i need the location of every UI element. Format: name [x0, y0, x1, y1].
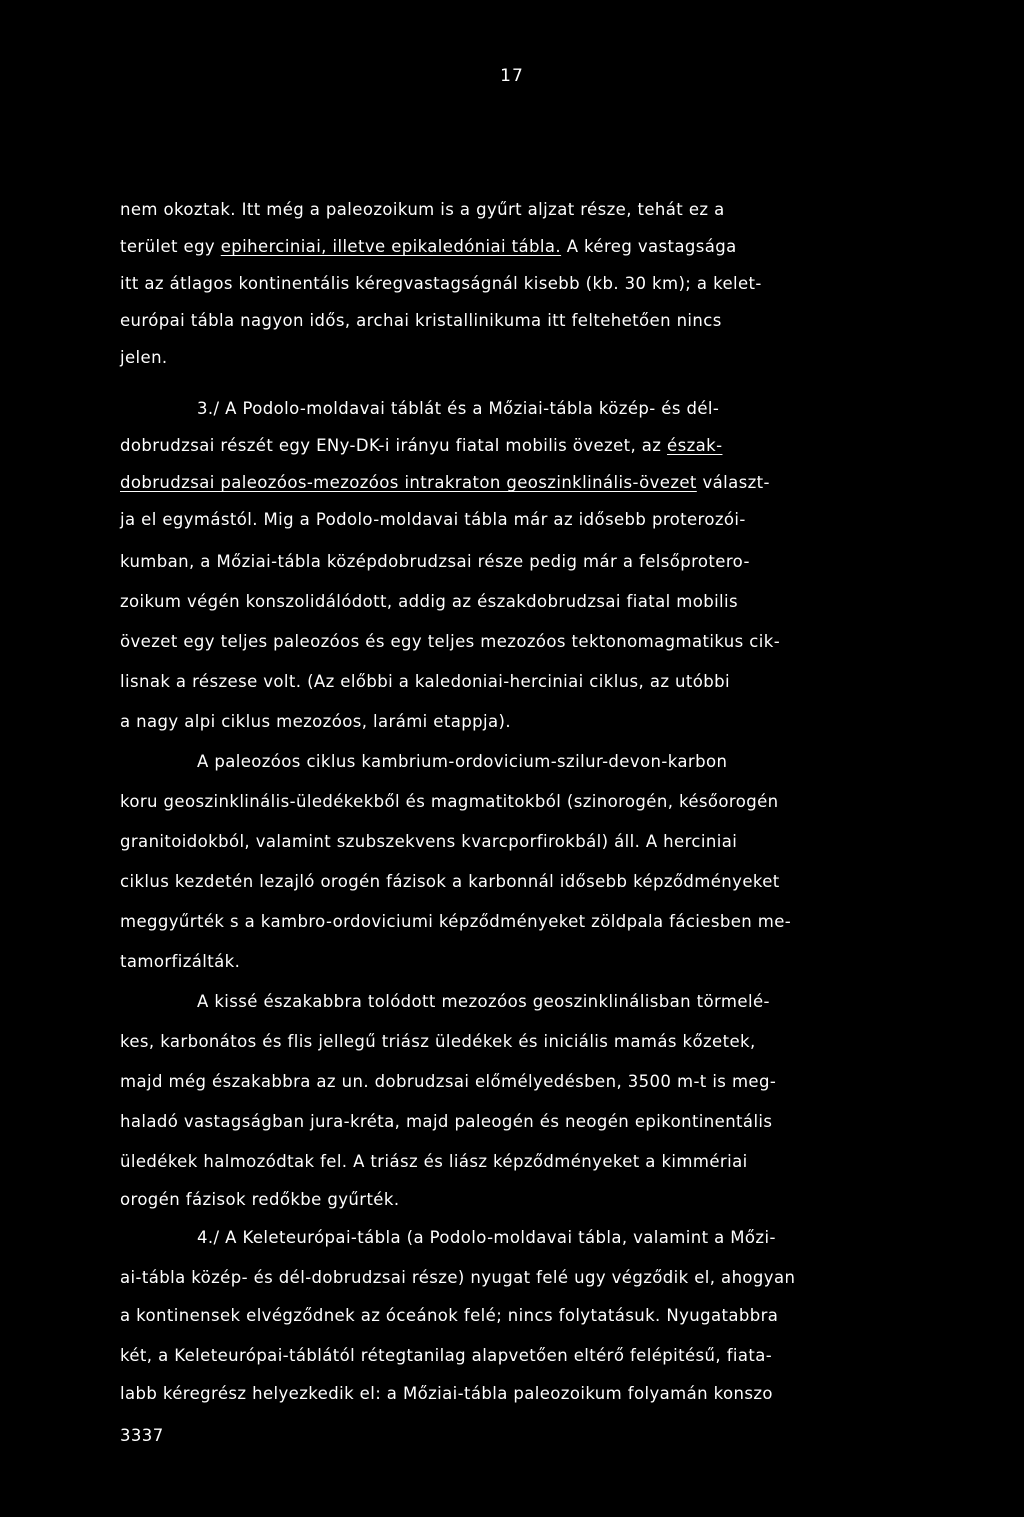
underlined-text: észak-	[667, 436, 723, 455]
text-run: választ-	[696, 473, 770, 492]
text-line: koru geoszinklinális-üledékekből és magmatitokból (szinorogén, későorogén	[120, 792, 779, 811]
text-line: lisnak a részese volt. (Az előbbi a kaledoniai-herciniai ciklus, az utóbbi	[120, 672, 731, 691]
underlined-text: epiherciniai, illetve epikaledóniai tábla.	[220, 237, 562, 256]
text-line: európai tábla nagyon idős, archai kristallinikuma itt feltehetően nincs	[120, 311, 722, 330]
text-line: zoikum végén konszolidálódott, addig az északdobrudzsai fiatal mobilis	[120, 592, 739, 611]
text-line	[120, 436, 722, 455]
text-line: két, a Keleteurópai-táblától rétegtanilag alapvetően eltérő felépitésű, fiata-	[120, 1346, 773, 1365]
text-line: ai-tábla közép- és dél-dobrudzsai része) nyugat felé ugy végződik el, ahogyan	[120, 1268, 796, 1287]
text-line: granitoidokból, valamint szubszekvens kvarcporfirokbál) áll. A herciniai	[120, 832, 738, 851]
text-line: 4./ A Keleteurópai-tábla (a Podolo-moldavai tábla, valamint a Mőzi-	[197, 1228, 776, 1247]
text-line: meggyűrték s a kambro-ordoviciumi képződményeket zöldpala fáciesben me-	[120, 912, 792, 931]
text-line: majd még északabbra az un. dobrudzsai előmélyedésben, 3500 m-t is meg-	[120, 1072, 777, 1091]
text-line: kumban, a Mőziai-tábla középdobrudzsai része pedig már a felsőprotero-	[120, 552, 750, 571]
text-line: tamorfizálták.	[120, 952, 241, 971]
text-line: A paleozóos ciklus kambrium-ordovicium-szilur-devon-karbon	[197, 752, 728, 771]
text-line	[120, 237, 737, 256]
text-line: nem okoztak. Itt még a paleozoikum is a gyűrt aljzat része, tehát ez a	[120, 200, 725, 219]
text-line: ciklus kezdetén lezajló orogén fázisok a karbonnál idősebb képződményeket	[120, 872, 780, 891]
text-line: 3./ A Podolo-moldavai táblát és a Mőziai-tábla közép- és dél-	[197, 399, 720, 418]
text-line: jelen.	[120, 348, 168, 367]
text-line: A kissé északabbra tolódott mezozóos geoszinklinálisban törmelé-	[197, 992, 770, 1011]
text-line	[120, 473, 770, 492]
text-line: haladó vastagságban jura-kréta, majd paleogén és neogén epikontinentális	[120, 1112, 773, 1131]
text-line: kes, karbonátos és flis jellegű triász üledékek és iniciális mamás kőzetek,	[120, 1032, 756, 1051]
text-line: üledékek halmozódtak fel. A triász és liász képződményeket a kimmériai	[120, 1152, 748, 1171]
text-line: orogén fázisok redőkbe gyűrték.	[120, 1190, 400, 1209]
text-line: a nagy alpi ciklus mezozóos, larámi etappja).	[120, 712, 511, 731]
text-run: A kéreg vastagsága	[561, 237, 737, 256]
text-line: övezet egy teljes paleozóos és egy teljes mezozóos tektonomagmatikus cik-	[120, 632, 781, 651]
underlined-text: dobrudzsai paleozóos-mezozóos intrakraton geoszinklinális-övezet	[120, 473, 697, 492]
text-line: itt az átlagos kontinentális kéregvastagságnál kisebb (kb. 30 km); a kelet-	[120, 274, 762, 293]
text-run: dobrudzsai részét egy ENy-DK-i irányu fiatal mobilis övezet, az	[120, 436, 668, 455]
text-line: a kontinensek elvégződnek az óceánok felé; nincs folytatásuk. Nyugatabbra	[120, 1306, 779, 1325]
text-line: ja el egymástól. Mig a Podolo-moldavai tábla már az idősebb proterozói-	[120, 510, 746, 529]
text-line: labb kéregrész helyezkedik el: a Mőziai-tábla paleozoikum folyamán konszo	[120, 1384, 773, 1403]
page-number: 17	[500, 66, 524, 86]
footer-code: 3337	[120, 1426, 164, 1445]
text-run: terület egy	[120, 237, 221, 256]
